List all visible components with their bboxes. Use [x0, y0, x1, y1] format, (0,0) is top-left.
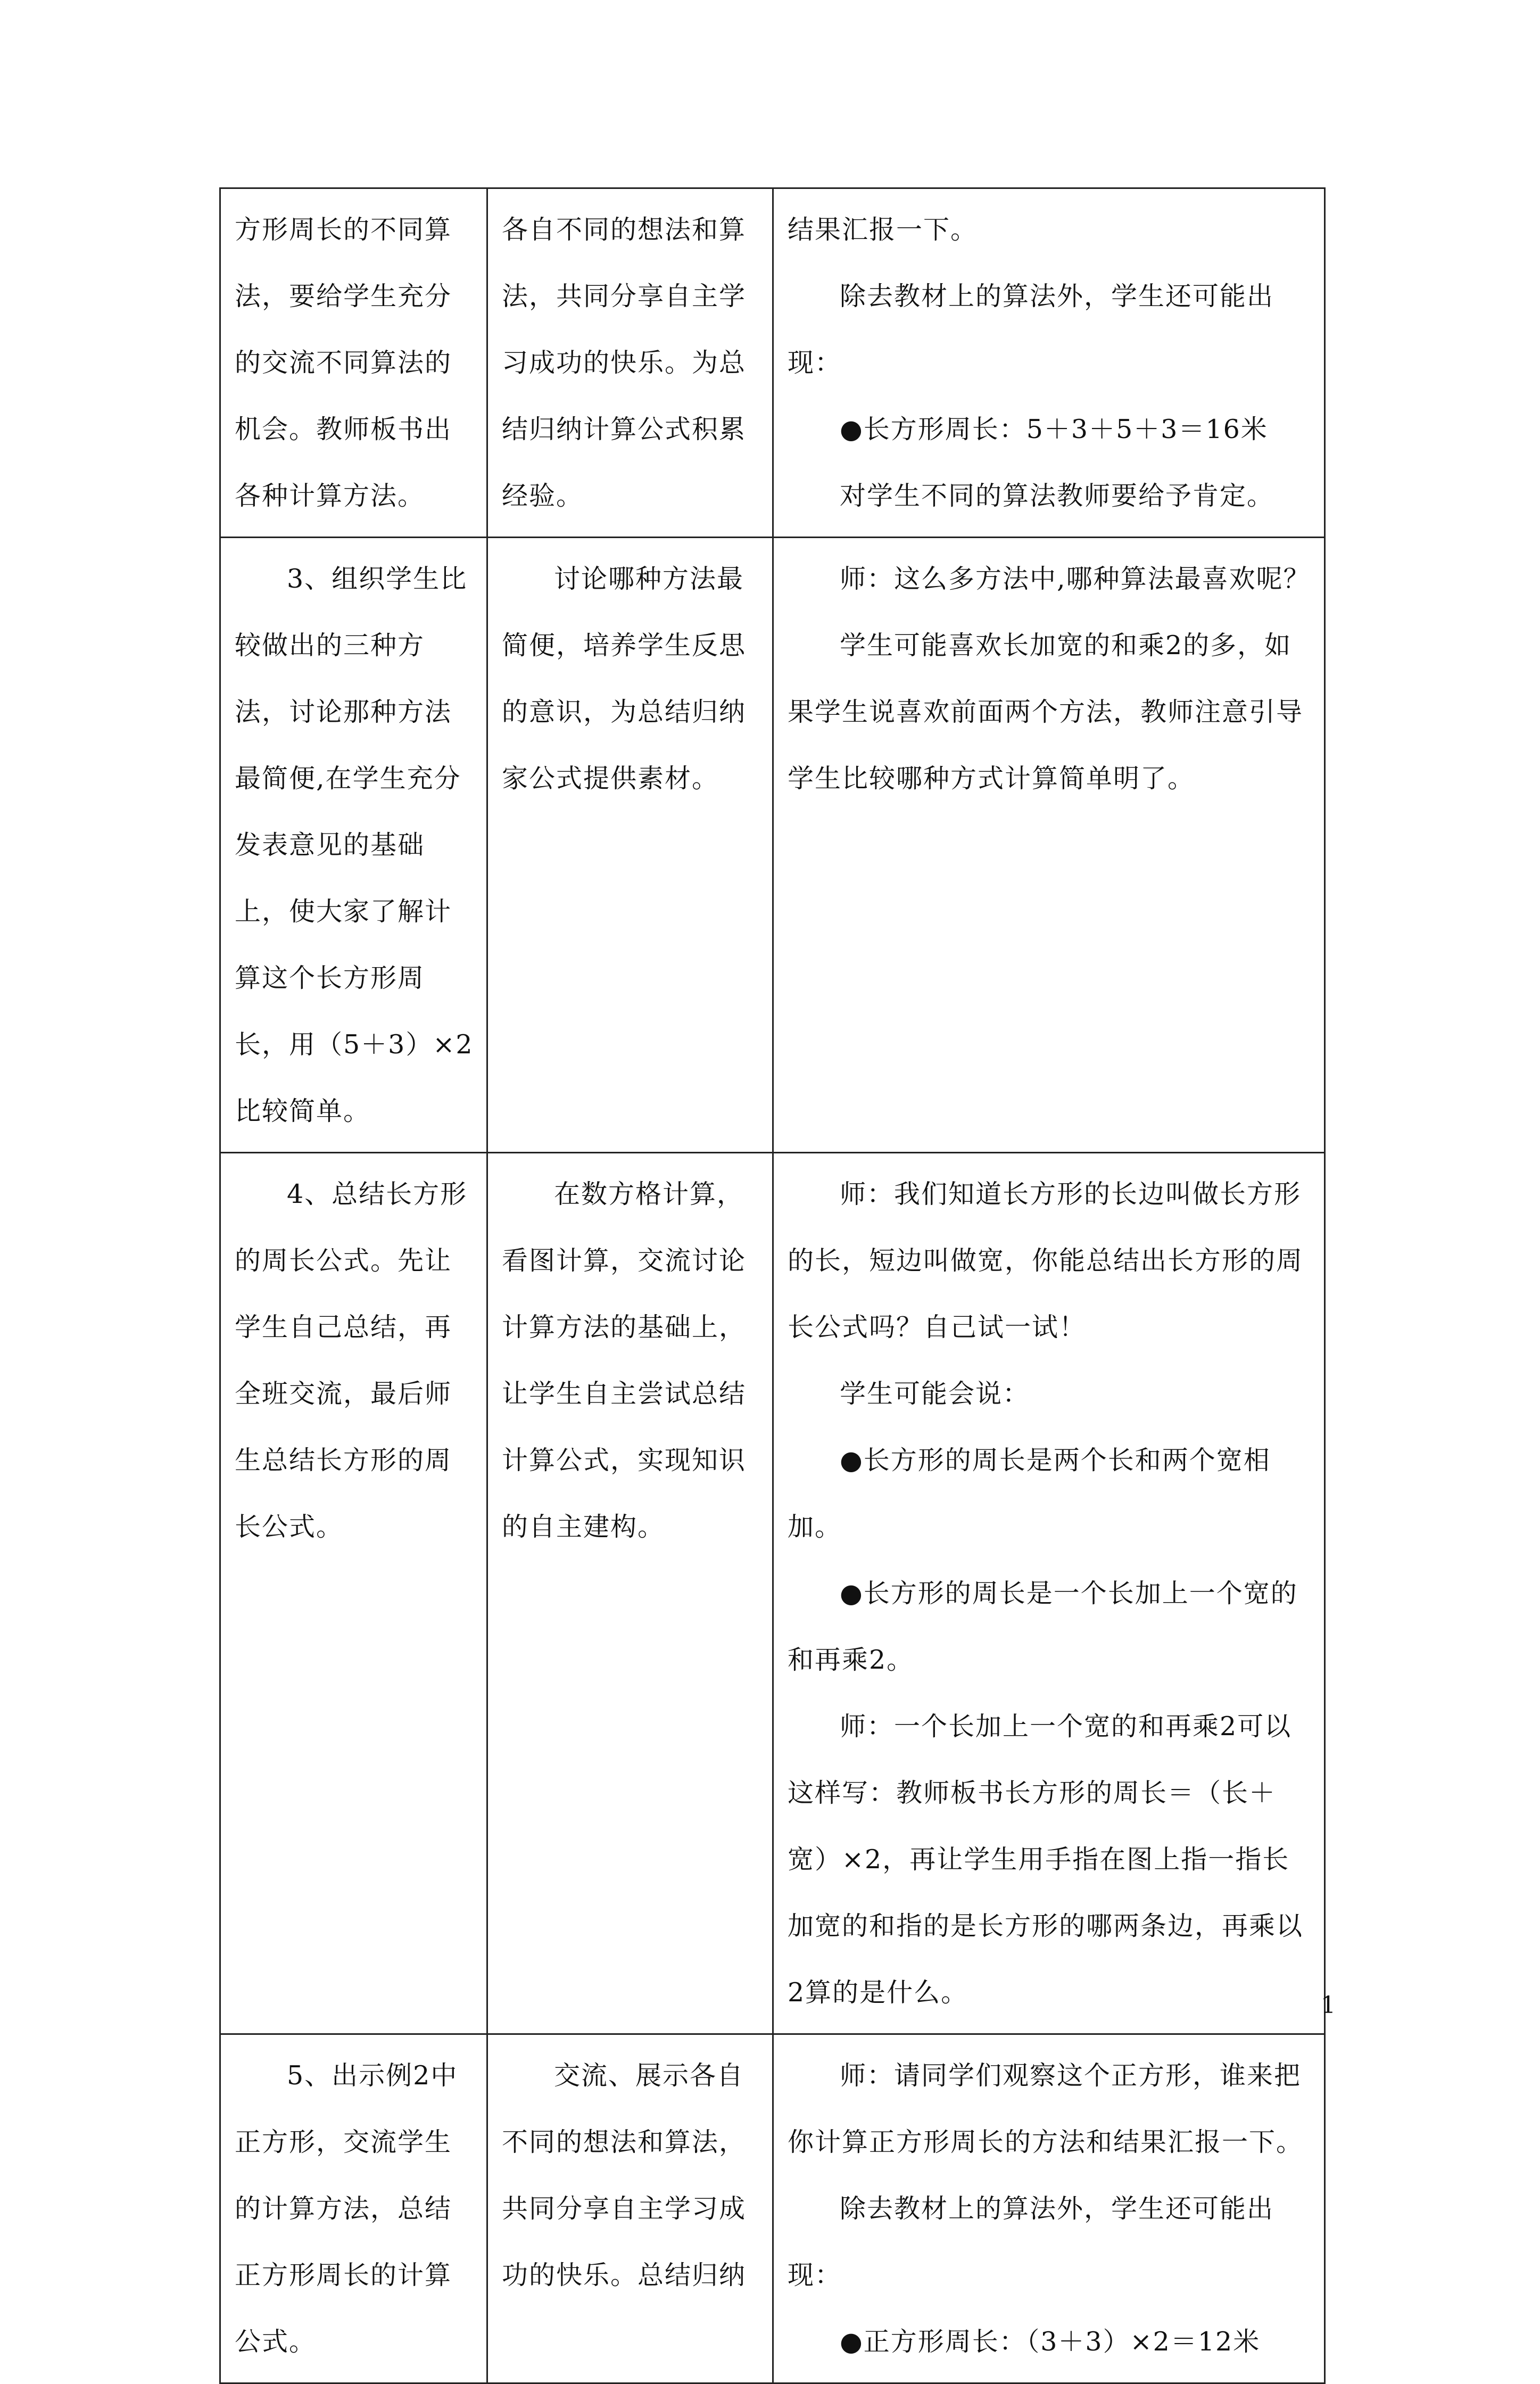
lesson-plan-table	[219, 187, 1326, 2384]
cell-paragraph: 学生可能喜欢长加宽的和乘2的多，如果学生说喜欢前面两个方法，教师注意引导学生比较哪种方式计算简单明了。	[788, 630, 1304, 794]
cell-paragraph: 师：这么多方法中,哪种算法最喜欢呢？	[840, 564, 1311, 594]
cell-paragraph: 师：我们知道长方形的长边叫做长方形的长，短边叫做宽，你能总结出长方形的周长公式吗？自己试一试！	[788, 1179, 1304, 1342]
cell-paragraph: 除去教材上的算法外，学生还可能出现：	[788, 2193, 1274, 2290]
table-row	[220, 188, 1325, 538]
cell-paragraph: ●正方形周长：（3＋3）×2＝12米	[840, 2327, 1261, 2357]
cell-paragraph: ●长方形的周长是两个长和两个宽相加。	[788, 1445, 1271, 1542]
teaching-notes-cell	[773, 538, 1325, 1153]
cell-paragraph: 方形周长的不同算法，要给学生充分的交流不同算法的机会。教师板书出各种计算方法。	[235, 215, 452, 511]
cell-paragraph: 3、组织学生比较做出的三种方法，讨论那种方法最简便,在学生充分发表意见的基础上，使大家了解计算这个长方形周长，用（5＋3）×2比较简单。	[235, 564, 474, 1126]
cell-paragraph: 结果汇报一下。	[788, 215, 978, 245]
cell-paragraph: 交流、展示各自不同的想法和算法，共同分享自主学习成功的快乐。总结归纳	[502, 2060, 747, 2290]
cell-paragraph: 5、出示例2中正方形，交流学生的计算方法，总结正方形周长的计算公式。	[235, 2060, 458, 2357]
cell-paragraph: ●长方形周长：5＋3＋5＋3＝16米	[840, 414, 1268, 444]
table-row	[220, 2034, 1325, 2383]
cell-paragraph: 学生可能会说：	[840, 1379, 1030, 1409]
table-row	[220, 538, 1325, 1153]
cell-paragraph: 4、总结长方形的周长公式。先让学生自己总结，再全班交流，最后师生总结长方形的周长公式。	[235, 1179, 468, 1542]
table-row	[220, 1153, 1325, 2034]
teaching-notes-cell	[773, 188, 1325, 538]
cell-paragraph: 师：请同学们观察这个正方形，谁来把你计算正方形周长的方法和结果汇报一下。	[788, 2060, 1304, 2157]
cell-paragraph: 讨论哪种方法最简便，培养学生反思的意识，为总结归纳家公式提供素材。	[502, 564, 747, 794]
cell-paragraph: 各自不同的想法和算法，共同分享自主学习成功的快乐。为总结归纳计算公式积累经验。	[502, 215, 747, 511]
design-intent-cell	[487, 538, 773, 1153]
design-intent-cell	[487, 2034, 773, 2383]
teaching-steps-cell	[220, 538, 487, 1153]
teaching-steps-cell	[220, 188, 487, 538]
teaching-steps-cell	[220, 2034, 487, 2383]
design-intent-cell	[487, 188, 773, 538]
cell-paragraph: ●长方形的周长是一个长加上一个宽的和再乘2。	[788, 1578, 1298, 1675]
teaching-steps-cell	[220, 1153, 487, 2034]
cell-paragraph: 师：一个长加上一个宽的和再乘2可以这样写：教师板书长方形的周长＝（长＋宽）×2，再让学生用手指在图上指一指长加宽的和指的是长方形的哪两条边，再乘以2算的是什么。	[788, 1711, 1304, 2008]
cell-paragraph: 在数方格计算，看图计算，交流讨论计算方法的基础上，让学生自主尝试总结计算公式，实现知识的自主建构。	[502, 1179, 747, 1542]
cell-paragraph: 除去教材上的算法外，学生还可能出现：	[788, 281, 1274, 378]
teaching-notes-cell	[773, 1153, 1325, 2034]
cell-paragraph: 对学生不同的算法教师要给予肯定。	[840, 481, 1274, 511]
teaching-notes-cell	[773, 2034, 1325, 2383]
design-intent-cell	[487, 1153, 773, 2034]
page-number: 1	[1321, 1992, 1336, 2019]
